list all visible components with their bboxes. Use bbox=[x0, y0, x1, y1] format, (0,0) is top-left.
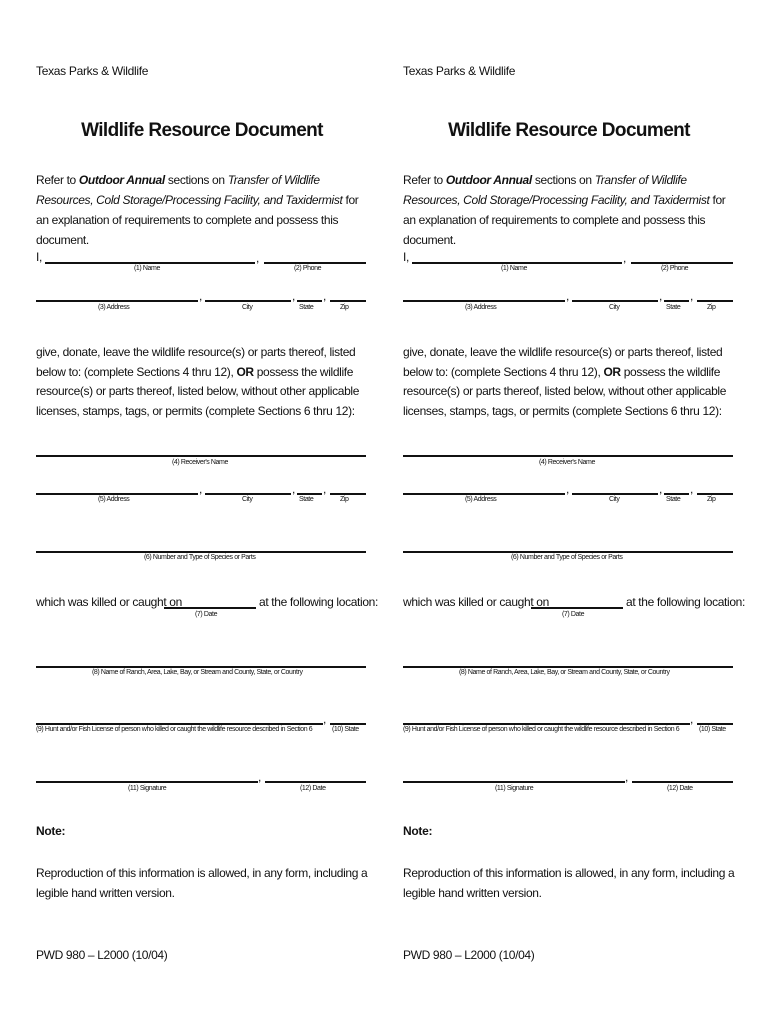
receiver-state-field[interactable] bbox=[664, 493, 689, 495]
form-number: PWD 980 – L2000 (10/04) bbox=[403, 948, 535, 962]
intro-paragraph bbox=[403, 170, 735, 250]
signature-caption: (11) Signature bbox=[495, 785, 534, 792]
comma: , bbox=[323, 289, 327, 303]
license-field[interactable] bbox=[403, 723, 690, 725]
address-field[interactable] bbox=[403, 300, 565, 302]
location-field[interactable] bbox=[403, 666, 733, 668]
intro-paragraph bbox=[36, 170, 368, 250]
give-text-2: possess the wildlife resource(s) or parts thereof, listed below, without other applicable licenses, stamps, tags, or permits (complete Sections 6 thru 12): bbox=[36, 364, 360, 418]
receiver-zip-field[interactable] bbox=[330, 493, 366, 495]
zip-caption: Zip bbox=[707, 496, 716, 503]
comma: , bbox=[659, 289, 663, 303]
city-caption: City bbox=[242, 496, 253, 503]
give-or: OR bbox=[603, 364, 621, 379]
location-caption: (8) Name of Ranch, Area, Lake, Bay, or Stream and County, State, or Country bbox=[459, 669, 670, 676]
receiver-name-field[interactable] bbox=[36, 455, 366, 457]
comma: , bbox=[323, 712, 327, 726]
note-label: Note: bbox=[36, 824, 66, 838]
zip-caption: Zip bbox=[340, 304, 349, 311]
intro-text-2: sections on bbox=[164, 173, 228, 187]
address-caption: (5) Address bbox=[465, 496, 497, 503]
license-caption: (9) Hunt and/or Fish License of person who killed or caught the wildlife resource described in Section 6 bbox=[403, 726, 680, 733]
document-title: Wildlife Resource Document bbox=[81, 120, 323, 141]
agency-name: Texas Parks & Wildlife bbox=[403, 64, 516, 78]
intro-outdoor-annual: Outdoor Annual bbox=[445, 173, 532, 187]
signature-field[interactable] bbox=[403, 781, 625, 783]
intro-text-3: for an explanation of requirements to complete and possess this document. bbox=[36, 193, 359, 247]
date-field[interactable] bbox=[531, 607, 623, 609]
receiver-address-field[interactable] bbox=[403, 493, 565, 495]
intro-text-2: sections on bbox=[531, 173, 595, 187]
give-paragraph bbox=[403, 343, 735, 421]
license-state-caption: (10) State bbox=[332, 726, 359, 733]
comma: , bbox=[258, 770, 262, 784]
species-caption: (6) Number and Type of Species or Parts bbox=[144, 554, 256, 561]
license-state-field[interactable] bbox=[697, 723, 733, 725]
city-field[interactable] bbox=[572, 300, 658, 302]
form-copy-right bbox=[403, 0, 745, 1024]
comma: , bbox=[323, 482, 327, 496]
intro-text-3: for an explanation of requirements to complete and possess this document. bbox=[403, 193, 726, 247]
document-title: Wildlife Resource Document bbox=[448, 120, 690, 141]
comma: , bbox=[566, 289, 570, 303]
killed-text: which was killed or caught on bbox=[36, 595, 182, 609]
signature-caption: (11) Signature bbox=[128, 785, 167, 792]
state-caption: State bbox=[299, 304, 314, 311]
zip-caption: Zip bbox=[707, 304, 716, 311]
license-caption: (9) Hunt and/or Fish License of person who killed or caught the wildlife resource described in Section 6 bbox=[36, 726, 313, 733]
comma: , bbox=[292, 482, 296, 496]
name-field[interactable] bbox=[45, 262, 255, 264]
give-or: OR bbox=[236, 364, 254, 379]
give-text-2: possess the wildlife resource(s) or parts thereof, listed below, without other applicable licenses, stamps, tags, or permits (complete Sections 6 thru 12): bbox=[403, 364, 727, 418]
comma: , bbox=[690, 482, 694, 496]
name-caption: (1) Name bbox=[501, 265, 527, 272]
comma: , bbox=[199, 289, 203, 303]
city-caption: City bbox=[609, 496, 620, 503]
city-caption: City bbox=[242, 304, 253, 311]
phone-caption: (2) Phone bbox=[661, 265, 689, 272]
comma: , bbox=[659, 482, 663, 496]
receiver-name-field[interactable] bbox=[403, 455, 733, 457]
date-caption: (7) Date bbox=[562, 611, 585, 618]
intro-text-1: Refer to bbox=[36, 173, 79, 187]
location-field[interactable] bbox=[36, 666, 366, 668]
comma: , bbox=[625, 770, 629, 784]
form-copy-left bbox=[36, 0, 378, 1024]
address-caption: (3) Address bbox=[465, 304, 497, 311]
intro-topics: Transfer of Wildlife Resources, Cold Storage/Processing Facility, and Taxidermist bbox=[403, 173, 710, 207]
signature-date-field[interactable] bbox=[632, 781, 733, 783]
state-caption: State bbox=[666, 496, 681, 503]
address-caption: (3) Address bbox=[98, 304, 130, 311]
name-caption: (1) Name bbox=[134, 265, 160, 272]
species-field[interactable] bbox=[36, 551, 366, 553]
zip-field[interactable] bbox=[697, 300, 733, 302]
signature-field[interactable] bbox=[36, 781, 258, 783]
comma: , bbox=[690, 289, 694, 303]
receiver-caption: (4) Receiver's Name bbox=[539, 459, 595, 466]
signature-date-caption: (12) Date bbox=[300, 785, 326, 792]
date-caption: (7) Date bbox=[195, 611, 218, 618]
intro-text-1: Refer to bbox=[403, 173, 446, 187]
comma: , bbox=[566, 482, 570, 496]
receiver-caption: (4) Receiver's Name bbox=[172, 459, 228, 466]
state-caption: State bbox=[666, 304, 681, 311]
location-caption: (8) Name of Ranch, Area, Lake, Bay, or Stream and County, State, or Country bbox=[92, 669, 303, 676]
note-label: Note: bbox=[403, 824, 433, 838]
species-field[interactable] bbox=[403, 551, 733, 553]
license-field[interactable] bbox=[36, 723, 323, 725]
license-state-caption: (10) State bbox=[699, 726, 726, 733]
receiver-city-field[interactable] bbox=[205, 493, 291, 495]
i-label: I, bbox=[403, 250, 409, 264]
state-caption: State bbox=[299, 496, 314, 503]
receiver-state-field[interactable] bbox=[297, 493, 322, 495]
give-paragraph bbox=[36, 343, 368, 421]
receiver-zip-field[interactable] bbox=[697, 493, 733, 495]
comma: , bbox=[199, 482, 203, 496]
name-field[interactable] bbox=[412, 262, 622, 264]
phone-field[interactable] bbox=[631, 262, 733, 264]
killed-text: which was killed or caught on bbox=[403, 595, 549, 609]
comma: , bbox=[690, 712, 694, 726]
zip-field[interactable] bbox=[330, 300, 366, 302]
comma: , bbox=[256, 251, 260, 265]
signature-date-field[interactable] bbox=[265, 781, 366, 783]
give-text-1: give, donate, leave the wildlife resource(s) or parts thereof, listed below to: (complete Sections 4 thru 12), bbox=[36, 345, 356, 379]
reproduction-text: Reproduction of this information is allowed, in any form, including a legible hand written version. bbox=[36, 866, 368, 900]
intro-outdoor-annual: Outdoor Annual bbox=[78, 173, 165, 187]
phone-caption: (2) Phone bbox=[294, 265, 322, 272]
location-text: at the following location: bbox=[259, 595, 378, 609]
form-number: PWD 980 – L2000 (10/04) bbox=[36, 948, 168, 962]
intro-topics: Transfer of Wildlife Resources, Cold Storage/Processing Facility, and Taxidermist bbox=[36, 173, 343, 207]
comma: , bbox=[623, 251, 627, 265]
address-field[interactable] bbox=[36, 300, 198, 302]
receiver-city-field[interactable] bbox=[572, 493, 658, 495]
i-label: I, bbox=[36, 250, 42, 264]
date-field[interactable] bbox=[164, 607, 256, 609]
license-state-field[interactable] bbox=[330, 723, 366, 725]
receiver-address-field[interactable] bbox=[36, 493, 198, 495]
comma: , bbox=[292, 289, 296, 303]
give-text-1: give, donate, leave the wildlife resource(s) or parts thereof, listed below to: (complete Sections 4 thru 12), bbox=[403, 345, 723, 379]
address-caption: (5) Address bbox=[98, 496, 130, 503]
state-field[interactable] bbox=[297, 300, 322, 302]
state-field[interactable] bbox=[664, 300, 689, 302]
zip-caption: Zip bbox=[340, 496, 349, 503]
location-text: at the following location: bbox=[626, 595, 745, 609]
agency-name: Texas Parks & Wildlife bbox=[36, 64, 149, 78]
reproduction-text: Reproduction of this information is allowed, in any form, including a legible hand written version. bbox=[403, 866, 735, 900]
species-caption: (6) Number and Type of Species or Parts bbox=[511, 554, 623, 561]
city-caption: City bbox=[609, 304, 620, 311]
city-field[interactable] bbox=[205, 300, 291, 302]
signature-date-caption: (12) Date bbox=[667, 785, 693, 792]
phone-field[interactable] bbox=[264, 262, 366, 264]
